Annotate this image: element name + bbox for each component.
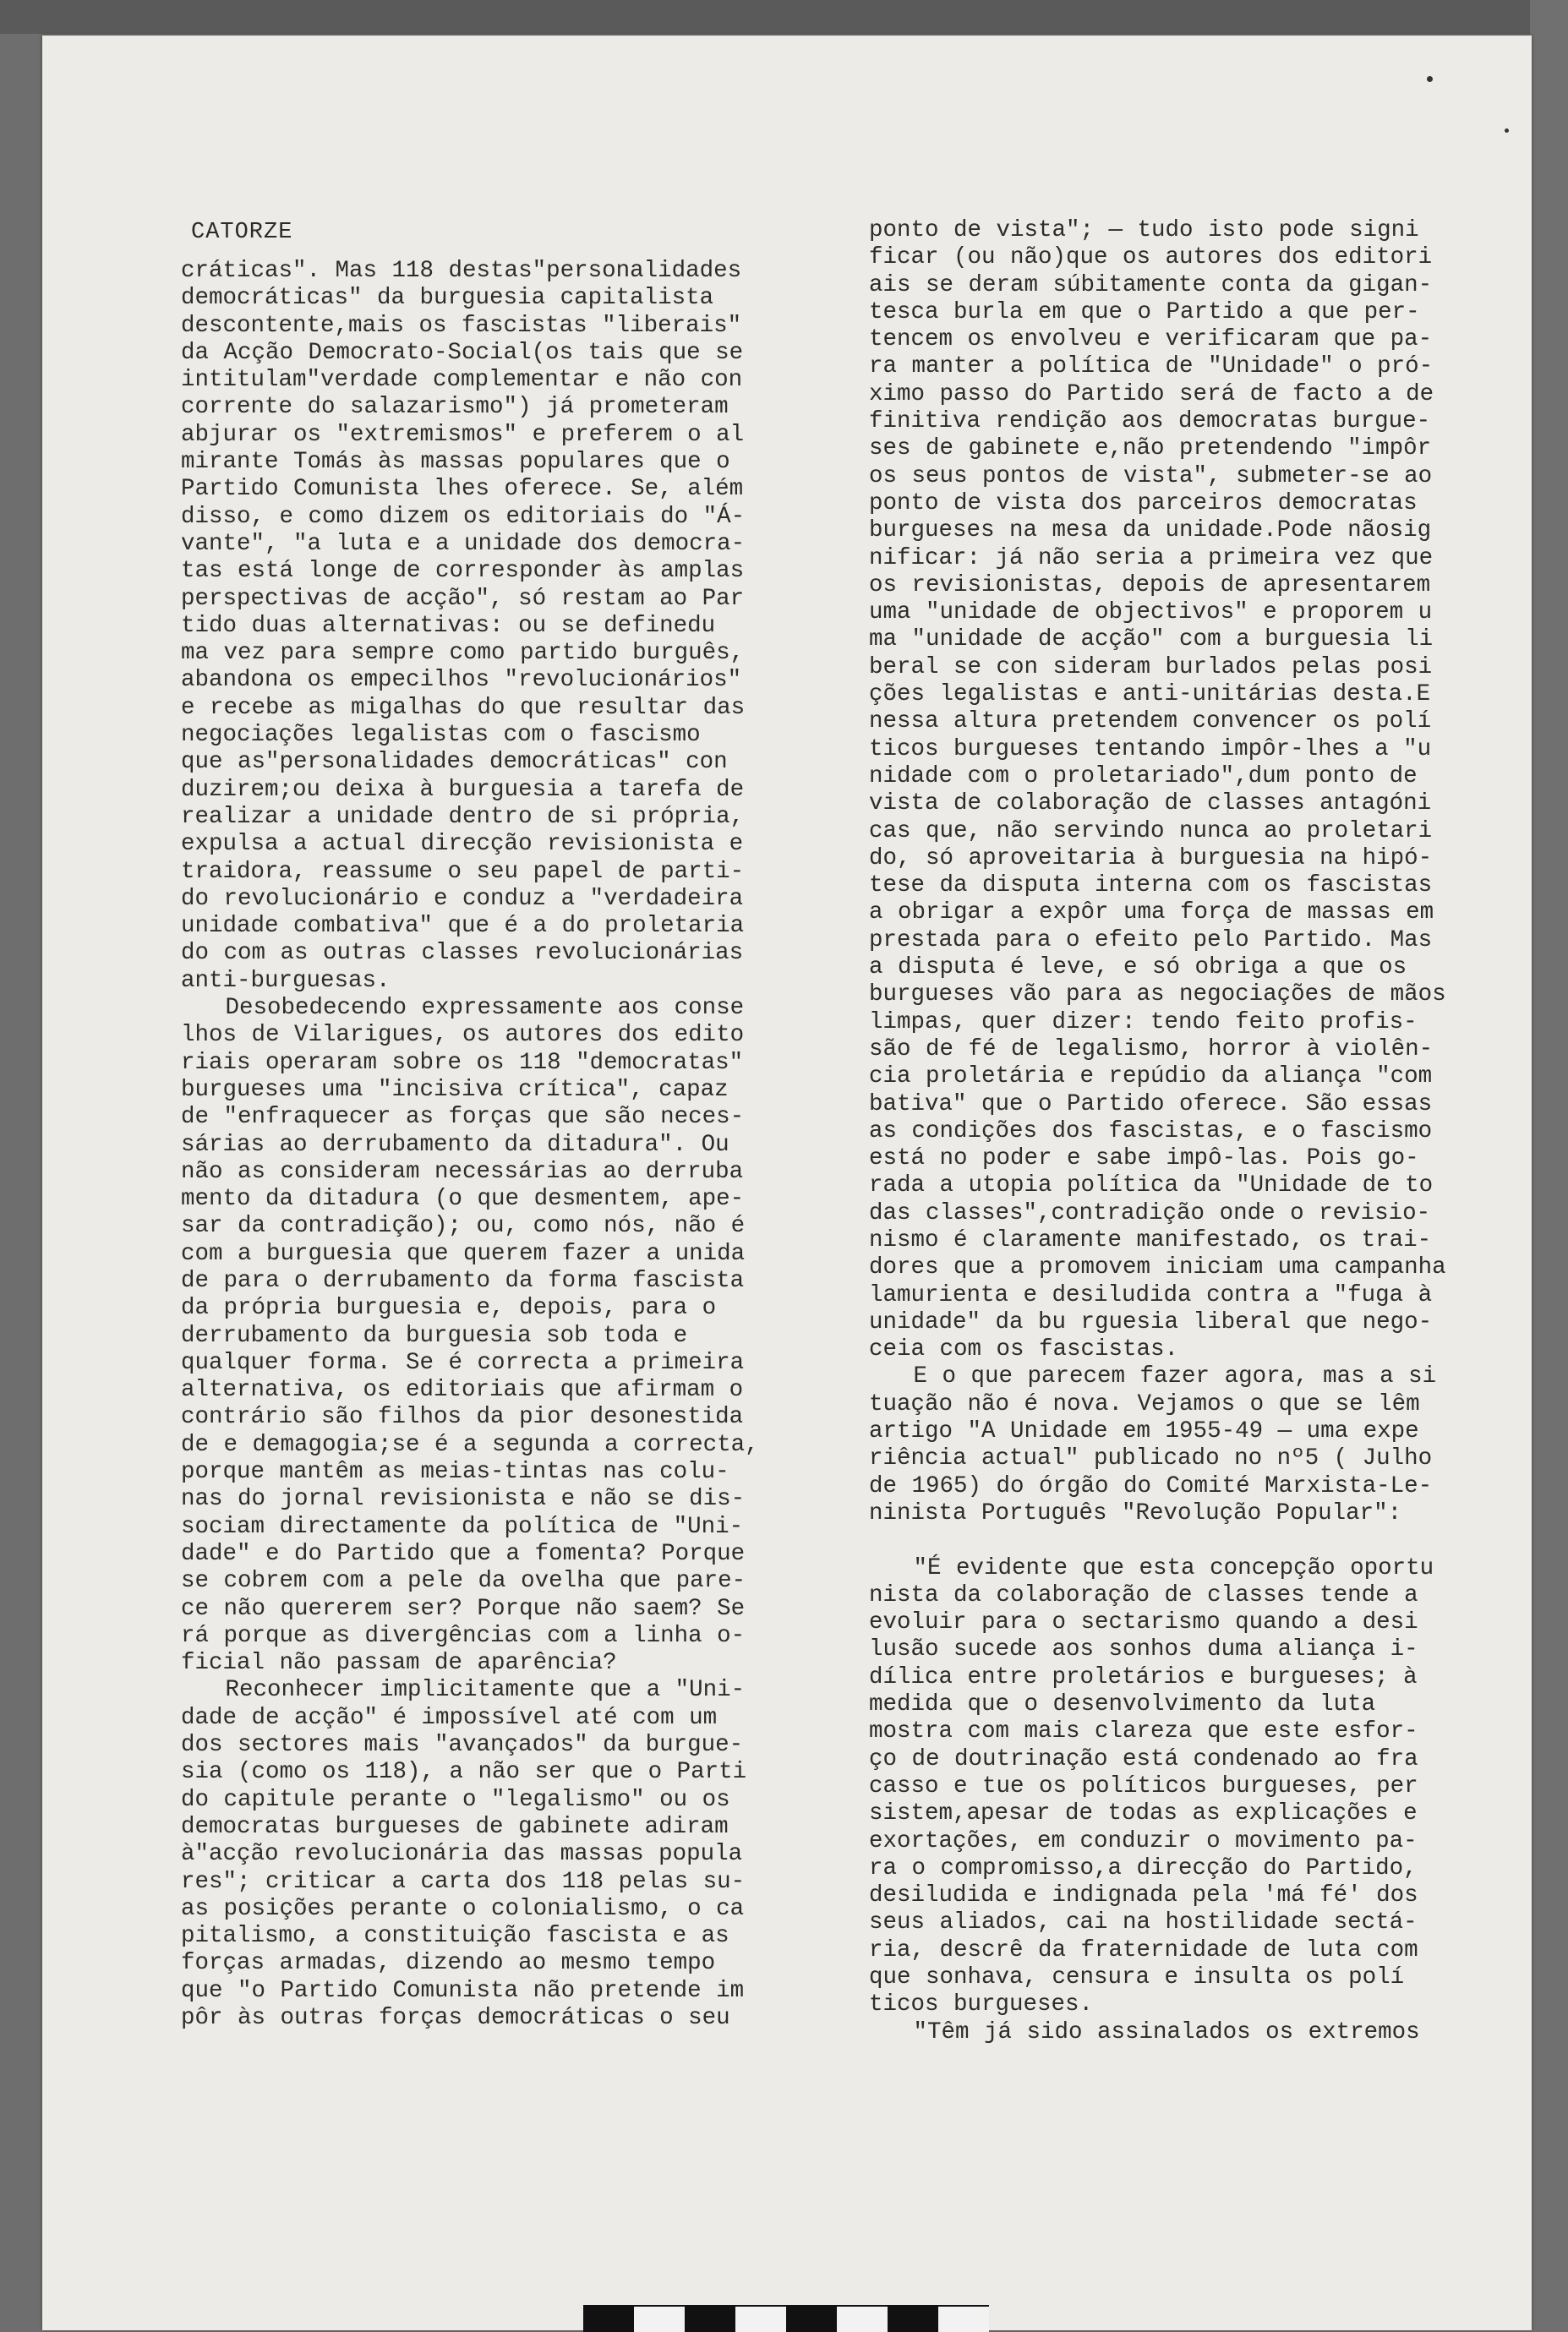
text-line — [869, 1527, 1469, 1554]
text-line: finitiva rendição aos democratas burgue- — [869, 408, 1431, 435]
text-line: traidora, reassume o seu papel de parti- — [181, 858, 745, 885]
text-line: porque mantêm as meias-tintas nas colu- — [181, 1459, 729, 1486]
text-line: tese da disputa interna com os fascistas — [869, 872, 1433, 899]
text-line: que sonhava, censura e insulta os polí — [869, 1964, 1405, 1991]
text-line: a disputa é leve, e só obriga a que os — [869, 954, 1407, 981]
text-line: os seus pontos de vista", submeter-se ao — [869, 462, 1433, 489]
text-line: não as consideram necessárias ao derruba — [181, 1158, 744, 1185]
text-line: da própria burguesia e, depois, para o — [181, 1295, 717, 1322]
text-line: tido duas alternativas: ou se definedu — [181, 612, 716, 639]
text-line: vante", "a luta e a unidade dos democra- — [181, 530, 746, 557]
text-line: democratas burgueses de gabinete adiram — [181, 1813, 729, 1840]
scanner-background — [0, 0, 1568, 34]
text-line: uma "unidade de objectivos" e proporem u — [869, 599, 1433, 626]
text-line: "Têm já sido assinalados os extremos — [869, 2018, 1420, 2045]
text-line: ponto de vista dos parceiros democratas — [869, 489, 1418, 516]
text-line: artigo "A Unidade em 1955-49 — uma expe — [869, 1418, 1419, 1445]
text-line: res"; criticar a carta dos 118 pelas su- — [181, 1868, 746, 1895]
text-line: alternativa, os editoriais que afirmam o — [181, 1377, 744, 1404]
text-line: são de fé de legalismo, horror à violên- — [869, 1035, 1434, 1062]
text-line: sistem,apesar de todas as explicações e — [869, 1800, 1418, 1827]
text-line: ma vez para sempre como partido burguês, — [181, 640, 745, 667]
text-line: que "o Partido Comunista não pretende im — [181, 1977, 745, 2004]
text-line: a obrigar a expôr uma força de massas em — [869, 899, 1434, 926]
text-line: mirante Tomás às massas populares que o — [181, 449, 730, 476]
text-line: ficar (ou não)que os autores dos editori — [869, 244, 1433, 271]
text-line: Desobedecendo expressamente aos conse — [181, 995, 745, 1022]
text-line: nessa altura pretendem convencer os polí — [869, 708, 1432, 735]
text-line: "É evidente que esta concepção oportu — [869, 1554, 1434, 1581]
right-text-column — [869, 217, 1469, 2046]
text-line: seus aliados, cai na hostilidade sectá- — [869, 1909, 1418, 1936]
text-line: os revisionistas, depois de apresentarem — [869, 571, 1431, 598]
text-line: do, só aproveitaria à burguesia na hipó- — [869, 844, 1433, 871]
text-line: ficial não passam de aparência? — [181, 1650, 617, 1677]
text-line: casso e tue os políticos burgueses, per — [869, 1772, 1418, 1800]
text-line: mostra com mais clareza que este esfor- — [869, 1718, 1418, 1745]
text-line: rada a utopia política da "Unidade de to — [869, 1172, 1434, 1199]
text-line: contrário são filhos da pior desonestida — [181, 1404, 744, 1431]
text-line: as condições dos fascistas, e o fascismo — [869, 1117, 1433, 1144]
text-line: dos sectores mais "avançados" da burgue- — [181, 1732, 744, 1759]
text-line: ticos burgueses tentando impôr-lhes a "u — [869, 735, 1432, 762]
text-line: de "enfraquecer as forças que são neces- — [181, 1104, 745, 1131]
text-line: ções legalistas e anti-unitárias desta.E — [869, 681, 1431, 708]
text-line: tuação não é nova. Vejamos o que se lêm — [869, 1390, 1420, 1417]
text-line: Reconhecer implicitamente que a "Uni- — [181, 1677, 746, 1704]
text-line: anti-burguesas. — [181, 967, 391, 994]
text-line: democráticas" da burguesia capitalista — [181, 285, 714, 312]
text-line: burgueses na mesa da unidade.Pode nãosig — [869, 517, 1432, 544]
text-line: pôr às outras forças democráticas o seu — [181, 2005, 730, 2031]
text-line: Partido Comunista lhes oferece. Se, além — [181, 476, 744, 503]
text-line: prestada para o efeito pelo Partido. Mas — [869, 926, 1433, 953]
text-line: cráticas". Mas 118 destas"personalidades — [181, 258, 742, 284]
text-line: ce não quererem ser? Porque não saem? Se — [181, 1595, 746, 1622]
text-line: burgueses uma "incisiva crítica", capaz — [181, 1076, 729, 1103]
text-line: intitulam"verdade complementar e não con — [181, 367, 743, 394]
text-line: as posições perante o colonialismo, o ca — [181, 1895, 745, 1922]
text-line: do revolucionário e conduz a "verdadeira — [181, 885, 744, 912]
text-line: dores que a promovem iniciam uma campanha — [869, 1254, 1446, 1281]
text-line: E o que parecem fazer agora, mas a si — [869, 1363, 1437, 1390]
text-line: com a burguesia que querem fazer a unida — [181, 1240, 746, 1267]
text-line: do com as outras classes revolucionárias — [181, 940, 744, 967]
text-line: se cobrem com a pele da ovelha que pare- — [181, 1568, 746, 1595]
text-line: tas está longe de corresponder às amplas — [181, 558, 745, 585]
text-line: pitalismo, a constituição fascista e as — [181, 1923, 729, 1950]
text-line: disso, e como dizem os editoriais do "Á- — [181, 503, 746, 530]
ink-speck — [1505, 128, 1509, 133]
text-line: lamurienta e desiludida contra a "fuga à — [869, 1281, 1433, 1308]
text-line: dade" e do Partido que a fomenta? Porque — [181, 1540, 746, 1567]
text-line: perspectivas de acção", só restam ao Par — [181, 585, 745, 612]
text-line: ceia com os fascistas. — [869, 1336, 1179, 1363]
text-line: burgueses vão para as negociações de mãos — [869, 981, 1446, 1008]
text-line: de 1965) do órgão do Comité Marxista-Le- — [869, 1472, 1433, 1499]
text-line: está no poder e sabe impô-las. Pois go- — [869, 1145, 1419, 1172]
text-line: ximo passo do Partido será de facto a de — [869, 380, 1434, 407]
text-line: exortações, em conduzir o movimento pa- — [869, 1827, 1418, 1854]
text-line: abandona os empecilhos "revolucionários" — [181, 667, 742, 694]
text-line: desiludida e indignada pela 'má fé' dos — [869, 1882, 1418, 1909]
text-line: bativa" que o Partido oferece. São essas — [869, 1090, 1433, 1117]
text-line: expulsa a actual direcção revisionista e — [181, 831, 744, 858]
text-line: ses de gabinete e,não pretendendo "impôr — [869, 435, 1432, 462]
text-line: sociam directamente da política de "Uni- — [181, 1513, 744, 1540]
text-line: lusão sucede aos sonhos duma aliança i- — [869, 1636, 1418, 1663]
text-line: unidade" da bu rguesia liberal que nego- — [869, 1308, 1433, 1335]
text-line: dílica entre proletários e burgueses; à — [869, 1663, 1418, 1690]
text-line: ra o compromisso,a direcção do Partido, — [869, 1854, 1418, 1881]
text-line: das classes",contradição onde o revisio- — [869, 1199, 1431, 1226]
text-line: medida que o desenvolvimento da luta — [869, 1691, 1376, 1718]
text-line: rá porque as divergências com a linha o- — [181, 1622, 746, 1649]
text-line: nismo é claramente manifestado, os trai- — [869, 1226, 1432, 1253]
scanner-background-right — [1530, 0, 1568, 2330]
text-line: evoluir para o sectarismo quando a desi — [869, 1609, 1418, 1636]
text-line: duzirem;ou deixa à burguesia a tarefa de — [181, 776, 745, 803]
text-line: vista de colaboração de classes antagóni — [869, 790, 1432, 817]
text-line: cia proletária e repúdio da aliança "com — [869, 1063, 1433, 1090]
text-line: ticos burgueses. — [869, 1991, 1094, 2018]
text-line: tencem os envolveu e verificaram que pa- — [869, 326, 1433, 353]
text-line: do capitule perante o "legalismo" ou os — [181, 1786, 730, 1813]
text-line: riais operaram sobre os 118 "democratas" — [181, 1049, 744, 1076]
text-line: limpas, quer dizer: tendo feito profis- — [869, 1008, 1418, 1035]
text-line: nas do jornal revisionista e não se dis- — [181, 1486, 746, 1513]
scan-scale-bar — [583, 2305, 989, 2332]
text-line: à"acção revolucionária das massas popula — [181, 1841, 743, 1868]
text-line: ço de doutrinação está condenado ao fra — [869, 1745, 1418, 1772]
text-line: ninista Português "Revolução Popular": — [869, 1499, 1402, 1526]
text-line: mento da ditadura (o que desmentem, ape- — [181, 1186, 745, 1213]
text-line: abjurar os "extremismos" e preferem o al — [181, 421, 745, 448]
text-line: ria, descrê da fraternidade de luta com — [869, 1936, 1418, 1963]
text-line: da Acção Democrato-Social(os tais que se — [181, 339, 744, 366]
text-line: cas que, não servindo nunca ao proletari — [869, 817, 1433, 844]
text-line: riência actual" publicado no nº5 ( Julho — [869, 1445, 1433, 1472]
text-line: dade de acção" é impossível até com um — [181, 1704, 718, 1731]
text-line: qualquer forma. Se é correcta a primeira — [181, 1349, 745, 1376]
text-line: ra manter a política de "Unidade" o pró- — [869, 353, 1434, 380]
text-line: beral se con sideram burlados pelas posi — [869, 653, 1433, 680]
text-line: sar da contradição); ou, como nós, não é — [181, 1213, 746, 1240]
ink-speck — [1427, 76, 1433, 82]
text-line: ma "unidade de acção" com a burguesia li — [869, 626, 1434, 653]
text-line: lhos de Vilarigues, os autores dos edito — [181, 1022, 745, 1049]
text-line: unidade combativa" que é a do proletaria — [181, 913, 745, 940]
text-line: sárias ao derrubamento da ditadura". Ou — [181, 1131, 729, 1158]
text-line: descontente,mais os fascistas "liberais" — [181, 312, 742, 339]
text-line: nidade com o proletariado",dum ponto de — [869, 762, 1418, 789]
page-number-label: CATORZE — [191, 220, 293, 245]
text-line: e recebe as migalhas do que resultar das — [181, 694, 746, 721]
text-line: derrubamento da burguesia sob toda e — [181, 1322, 688, 1349]
text-line: nista da colaboração de classes tende a — [869, 1581, 1418, 1608]
text-line: ponto de vista"; — tudo isto pode signi — [869, 217, 1419, 243]
text-line: que as"personalidades democráticas" con — [181, 749, 728, 776]
text-line: de e demagogia;se é a segunda a correcta, — [181, 1431, 759, 1458]
text-line: sia (como os 118), a não ser que o Parti — [181, 1759, 747, 1786]
text-line: de para o derrubamento da forma fascista — [181, 1267, 745, 1294]
text-line: tesca burla em que o Partido a que per- — [869, 298, 1420, 325]
text-line: negociações legalistas com o fascismo — [181, 722, 701, 749]
left-text-column — [181, 258, 781, 2032]
text-line: nificar: já não seria a primeira vez que — [869, 544, 1434, 571]
text-line: corrente do salazarismo") já prometeram — [181, 394, 729, 421]
text-line: realizar a unidade dentro de si própria, — [181, 803, 745, 830]
text-line: forças armadas, dizendo ao mesmo tempo — [181, 1950, 716, 1977]
text-line: ais se deram súbitamente conta da gigan- — [869, 271, 1433, 298]
